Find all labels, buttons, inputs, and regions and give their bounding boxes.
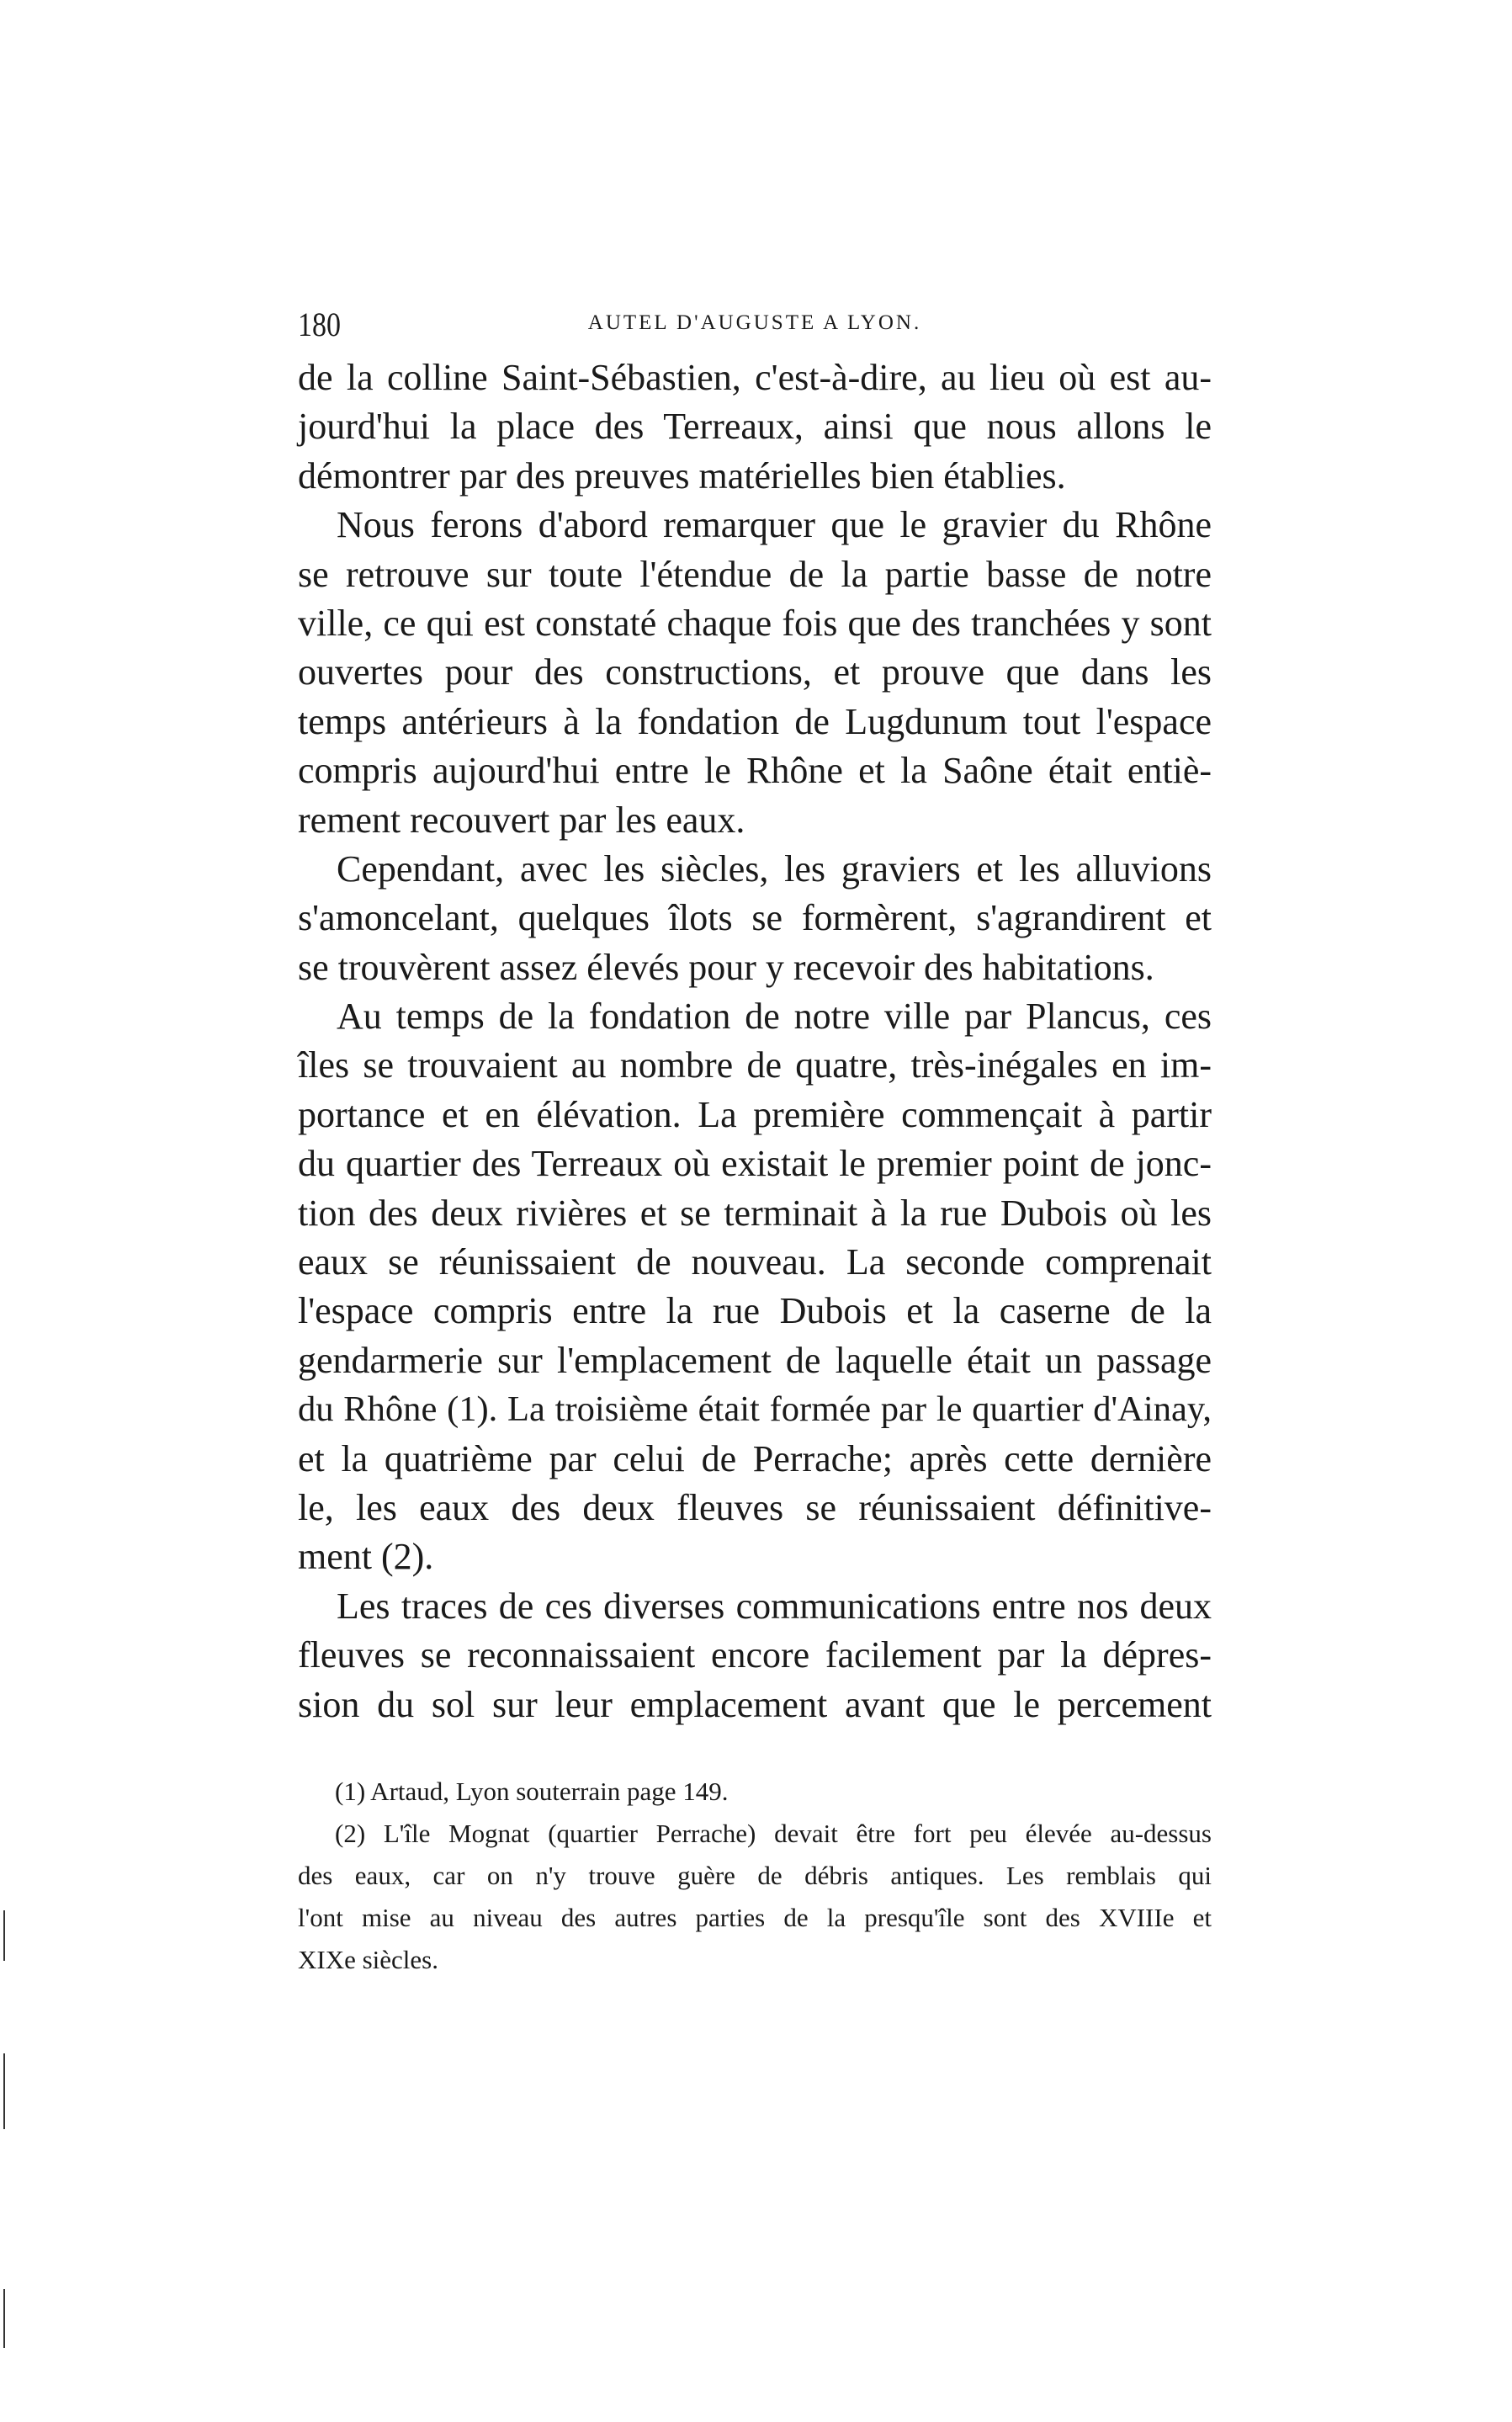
text-line: du quartier des Terreaux où existait le premier point de jonc- xyxy=(298,1143,1212,1185)
paragraph xyxy=(298,501,1212,845)
text-line: tion des deux rivières et se terminait à la rue Dubois où les xyxy=(298,1192,1212,1234)
text-line: rement recouvert par les eaux. xyxy=(298,799,745,841)
footnote-line: des eaux, car on n'y trouve guère de débris antiques. Les remblais qui xyxy=(298,1861,1212,1890)
text-line: Nous ferons d'abord remarquer que le gravier du Rhône xyxy=(337,504,1212,546)
text-line: îles se trouvaient au nombre de quatre, très-inégales en im- xyxy=(298,1044,1212,1086)
text-line: ville, ce qui est constaté chaque fois que des tranchées y sont xyxy=(298,602,1212,644)
scan-mark xyxy=(3,2289,5,2348)
text-line: compris aujourd'hui entre le Rhône et la Saône était entiè- xyxy=(298,750,1212,792)
text-line: s'amoncelant, quelques îlots se formèrent, s'agrandirent et xyxy=(298,897,1212,939)
page-number: 180 xyxy=(298,305,341,343)
text-line: portance et en élévation. La première commençait à partir xyxy=(298,1093,1212,1135)
footnote-line: (1) Artaud, Lyon souterrain page 149. xyxy=(335,1777,729,1806)
footnote xyxy=(298,1771,1212,1813)
text-line: eaux se réunissaient de nouveau. La seconde comprenait xyxy=(298,1241,1212,1283)
paragraph xyxy=(298,353,1212,501)
page-header xyxy=(298,305,1212,342)
text-line: sion du sol sur leur emplacement avant que le percement xyxy=(298,1683,1212,1725)
paragraph xyxy=(298,1582,1212,1729)
scan-mark xyxy=(3,1910,5,1961)
text-line: ouvertes pour des constructions, et prouve que dans les xyxy=(298,651,1212,693)
text-line: démontrer par des preuves matérielles bien établies. xyxy=(298,454,1066,497)
text-line: fleuves se reconnaissaient encore facilement par la dépres- xyxy=(298,1634,1212,1676)
footnote-line: XIXe siècles. xyxy=(298,1945,438,1974)
paragraph xyxy=(298,845,1212,992)
text-line: se retrouve sur toute l'étendue de la partie basse de notre xyxy=(298,553,1212,595)
text-line: se trouvèrent assez élevés pour y recevoir des habitations. xyxy=(298,946,1154,988)
text-line: gendarmerie sur l'emplacement de laquelle était un passage xyxy=(298,1339,1212,1381)
text-line: temps antérieurs à la fondation de Lugdunum tout l'espace xyxy=(298,700,1212,742)
text-line: et la quatrième par celui de Perrache; après cette dernière xyxy=(298,1437,1212,1479)
text-line: ment (2). xyxy=(298,1536,434,1578)
text-line: Cependant, avec les siècles, les graviers et les alluvions xyxy=(337,847,1212,890)
footnote-line: (2) L'île Mognat (quartier Perrache) devait être fort peu élevée au-dessus xyxy=(335,1819,1212,1848)
text-line: jourd'hui la place des Terreaux, ainsi que nous allons le xyxy=(298,406,1212,448)
running-title: AUTEL D'AUGUSTE A LYON. xyxy=(587,311,922,334)
text-line: l'espace compris entre la rue Dubois et la caserne de la xyxy=(298,1290,1212,1332)
footnote-line: l'ont mise au niveau des autres parties de la presqu'île sont des XVIIIe et xyxy=(298,1903,1212,1932)
text-line: le, les eaux des deux fleuves se réunissaient définitive- xyxy=(298,1486,1212,1528)
footnote xyxy=(298,1813,1212,1981)
text-line: Au temps de la fondation de notre ville par Plancus, ces xyxy=(337,996,1212,1038)
footnotes xyxy=(298,1771,1212,1981)
scan-mark xyxy=(3,2053,5,2129)
text-line: de la colline Saint-Sébastien, c'est-à-dire, au lieu où est au- xyxy=(298,357,1212,398)
text-line: du Rhône (1). La troisième était formée par le quartier d'Ainay, xyxy=(298,1389,1212,1430)
text-line: Les traces de ces diverses communications entre nos deux xyxy=(337,1585,1212,1627)
body-text xyxy=(298,353,1212,1729)
paragraph xyxy=(298,992,1212,1582)
